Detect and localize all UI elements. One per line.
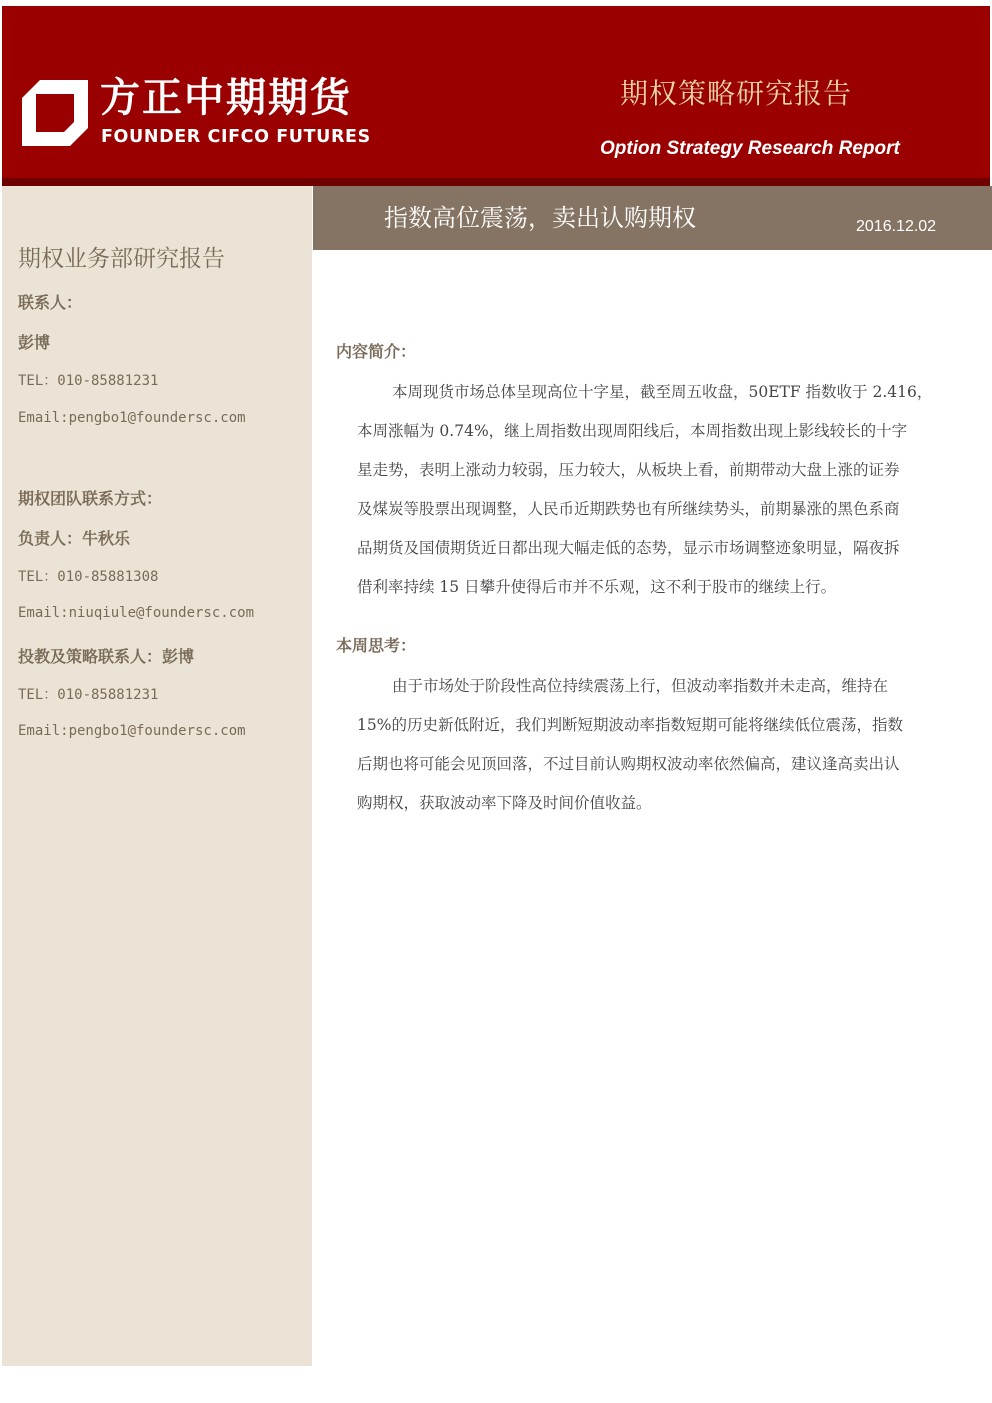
- brand-name-en: FOUNDER CIFCO FUTURES: [101, 127, 371, 147]
- summary-line: 及煤炭等股票出现调整，人民币近期跌势也有所继续势头，前期暴涨的黑色系商: [357, 500, 900, 518]
- team-leader: 负责人：牛秋乐: [18, 529, 131, 548]
- contact-name: 彭博: [18, 333, 51, 352]
- document-date: 2016.12.02: [856, 218, 937, 235]
- strategy-contact-email: Email:pengbo1@foundersc.com: [18, 723, 246, 739]
- team-contact-label: 期权团队联系方式：: [18, 489, 163, 508]
- sidebar-heading: 期权业务部研究报告: [18, 246, 225, 272]
- contact-email: Email:pengbo1@foundersc.com: [18, 410, 246, 426]
- brand-name-cn: 方正中期期货: [100, 75, 352, 121]
- report-type-cn: 期权策略研究报告: [620, 77, 853, 110]
- strategy-contact: 投教及策略联系人：彭博: [18, 647, 195, 666]
- summary-line: 本周现货市场总体呈现高位十字星，截至周五收盘，50ETF 指数收于 2.416，: [392, 383, 933, 401]
- contact-tel: TEL：010-85881231: [18, 373, 159, 389]
- report-type-en: Option Strategy Research Report: [600, 138, 900, 159]
- document-title: 指数高位震荡，卖出认购期权: [384, 204, 696, 232]
- contact-label: 联系人：: [18, 293, 83, 312]
- summary-line: 本周涨幅为 0.74%，继上周指数出现周阳线后，本周指数出现上影线较长的十字: [357, 422, 908, 440]
- summary-line: 星走势，表明上涨动力较弱，压力较大，从板块上看，前期带动大盘上涨的证券: [357, 461, 900, 479]
- summary-line: 品期货及国债期货近日都出现大幅走低的态势，显示市场调整迹象明显，隔夜拆: [357, 539, 900, 557]
- thinking-line: 由于市场处于阶段性高位持续震荡上行，但波动率指数并未走高，维持在: [392, 677, 889, 695]
- thinking-label: 本周思考：: [336, 636, 417, 655]
- company-logo-icon: [22, 80, 88, 146]
- header-divider: [2, 178, 990, 186]
- team-leader-tel: TEL：010-85881308: [18, 569, 159, 585]
- summary-line: 借利率持续 15 日攀升使得后市并不乐观，这不利于股市的继续上行。: [357, 578, 837, 596]
- thinking-line: 购期权，获取波动率下降及时间价值收益。: [357, 794, 652, 812]
- sidebar-panel: [2, 186, 312, 1366]
- thinking-line: 15%的历史新低附近，我们判断短期波动率指数短期可能将继续低位震荡，指数: [357, 716, 903, 734]
- thinking-line: 后期也将可能会见顶回落，不过目前认购期权波动率依然偏高，建议逢高卖出认: [357, 755, 900, 773]
- strategy-contact-tel: TEL：010-85881231: [18, 687, 159, 703]
- team-leader-email: Email:niuqiule@foundersc.com: [18, 605, 255, 621]
- summary-label: 内容简介：: [336, 342, 417, 361]
